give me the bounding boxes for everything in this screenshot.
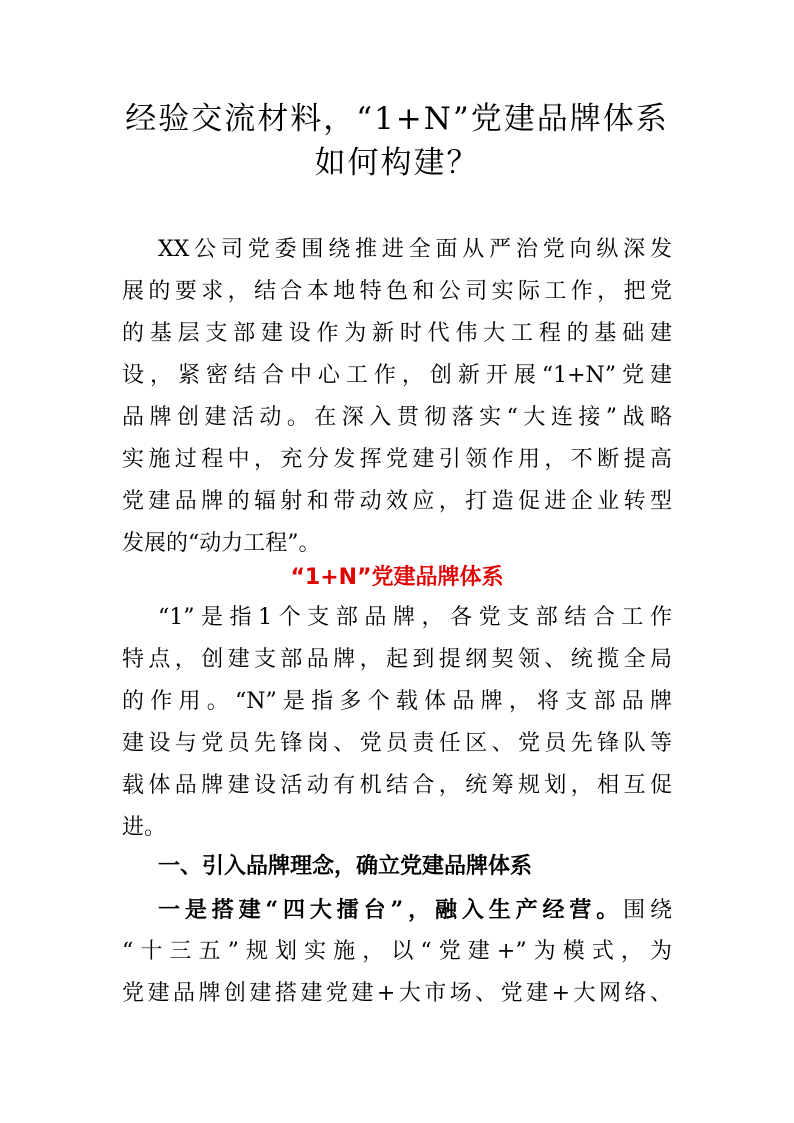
section-1-heading: 一、引入品牌理念，确立党建品牌体系: [158, 854, 533, 879]
intro-line: 品牌创建活动。在深入贯彻落实“大连接”战略: [122, 405, 672, 430]
system-desc-line: “1”是指1个支部品牌，各党支部结合工作: [158, 605, 672, 630]
intro-line: 党建品牌的辐射和带动效应，打造促进企业转型: [122, 489, 672, 514]
document-title-line-1: 经验交流材料，“1+N”党建品牌体系: [125, 101, 669, 137]
intro-line: XX公司党委围绕推进全面从严治党向纵深发: [158, 237, 672, 262]
section-1-lead-bold: 一是搭建“四大擂台”，融入生产经营。: [158, 897, 624, 923]
section-1-lead-line: [158, 890, 672, 930]
intro-line: 实施过程中，充分发挥党建引领作用，不断提高: [122, 447, 672, 472]
section-1-line: 党建品牌创建搭建党建+大市场、党建+大网络、: [122, 981, 672, 1006]
document-title-line-2: 如何构建？: [314, 145, 480, 181]
section-1-line: “十三五”规划实施，以“党建+”为模式，为: [122, 939, 672, 964]
intro-line: 设，紧密结合中心工作，创新开展“1+N”党建: [122, 363, 672, 388]
intro-line: 的基层支部建设作为新时代伟大工程的基础建: [122, 321, 672, 346]
section-1-lead-rest: 围绕: [623, 898, 672, 923]
intro-line: 展的要求，结合本地特色和公司实际工作，把党: [122, 279, 672, 304]
intro-line: 发展的“动力工程”。: [122, 531, 321, 556]
system-heading: “1+N”党建品牌体系: [290, 565, 504, 590]
system-desc-line: 特点，创建支部品牌，起到提纲契领、统揽全局: [122, 647, 672, 672]
system-desc-line: 建设与党员先锋岗、党员责任区、党员先锋队等: [122, 731, 672, 756]
system-desc-line: 载体品牌建设活动有机结合，统筹规划，相互促: [122, 773, 672, 798]
system-desc-line: 进。: [122, 815, 167, 840]
system-desc-line: 的作用。“N”是指多个载体品牌，将支部品牌: [122, 689, 672, 714]
